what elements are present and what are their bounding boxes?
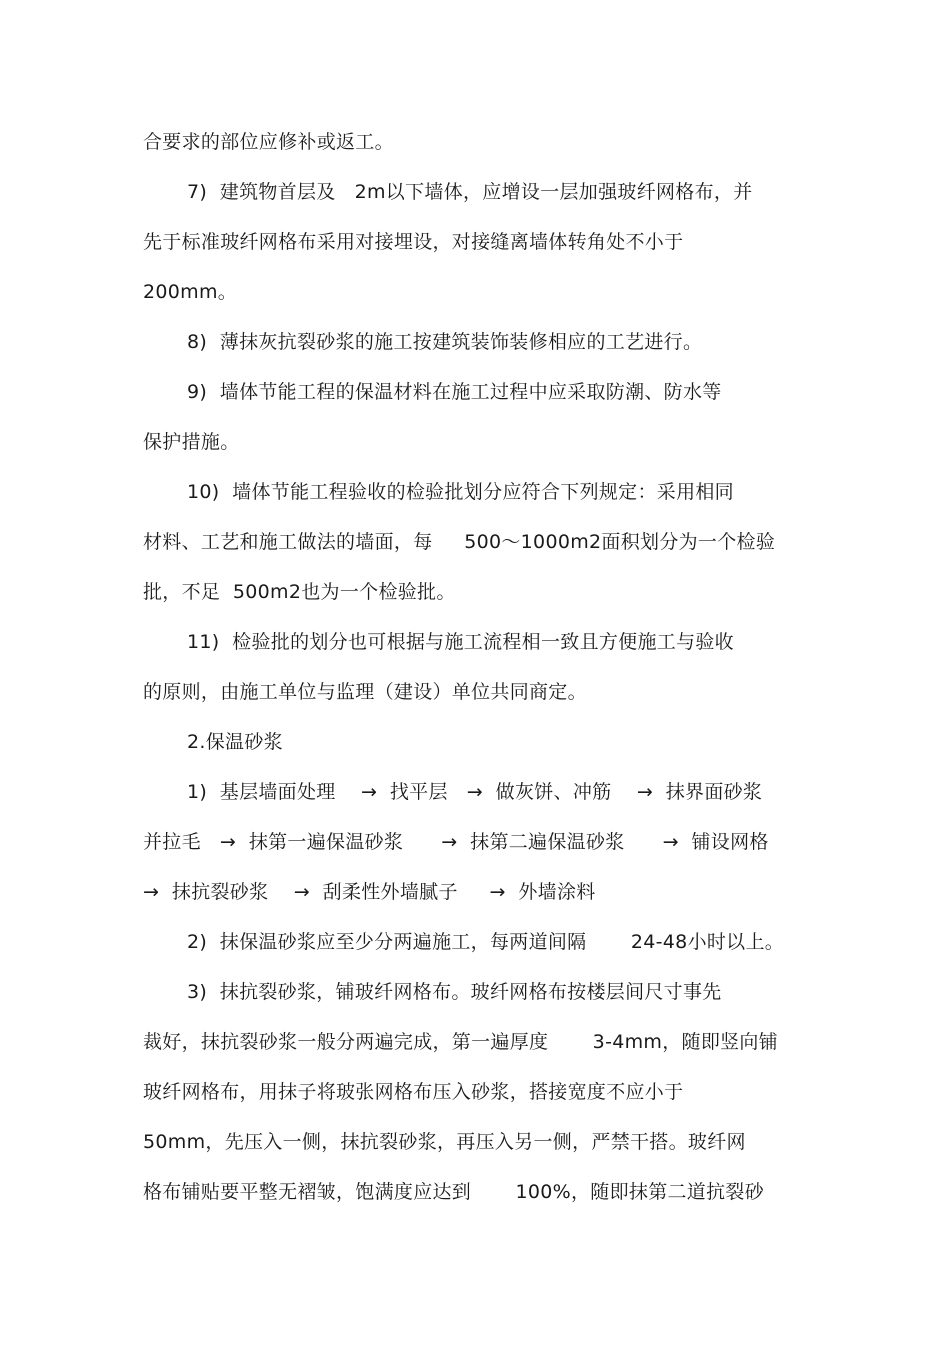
- text-line: 批，不足 500m2也为一个检验批。: [143, 581, 456, 603]
- text-line: 8) 薄抹灰抗裂砂浆的施工按建筑装饰装修相应的工艺进行。: [187, 331, 703, 353]
- text-line: 先于标准玻纤网格布采用对接埋设，对接缝离墙体转角处不小于: [143, 231, 684, 253]
- text-line: 9) 墙体节能工程的保温材料在施工过程中应采取防潮、防水等: [187, 381, 722, 403]
- text-line: 3) 抹抗裂砂浆，铺玻纤网格布。玻纤网格布按楼层间尺寸事先: [187, 981, 722, 1003]
- text-line: 10) 墙体节能工程验收的检验批划分应符合下列规定：采用相同: [187, 481, 734, 503]
- text-line: 1) 基层墙面处理 → 找平层 → 做灰饼、冲筋 → 抹界面砂浆: [187, 781, 763, 803]
- text-line: 并拉毛 → 抹第一遍保温砂浆 → 抹第二遍保温砂浆 → 铺设网格: [143, 831, 769, 853]
- text-line: 保护措施。: [143, 431, 240, 453]
- text-line: 50mm，先压入一侧，抹抗裂砂浆，再压入另一侧，严禁干搭。玻纤网: [143, 1131, 746, 1153]
- text-line: 7) 建筑物首层及 2m以下墙体，应增设一层加强玻纤网格布，并: [187, 181, 753, 203]
- text-line: 200mm。: [143, 281, 238, 303]
- text-line: 材料、工艺和施工做法的墙面，每 500～1000m2面积划分为一个检验: [143, 531, 776, 553]
- section-heading: 2.保温砂浆: [187, 731, 283, 753]
- text-line: → 抹抗裂砂浆 → 刮柔性外墙腻子 → 外墙涂料: [143, 881, 596, 903]
- text-line: 玻纤网格布，用抹子将玻张网格布压入砂浆，搭接宽度不应小于: [143, 1081, 684, 1103]
- text-line: 11) 检验批的划分也可根据与施工流程相一致且方便施工与验收: [187, 631, 734, 653]
- text-line: 2) 抹保温砂浆应至少分两遍施工，每两道间隔 24-48小时以上。: [187, 931, 785, 953]
- text-line: 裁好，抹抗裂砂浆一般分两遍完成，第一遍厚度 3-4mm，随即竖向铺: [143, 1031, 779, 1053]
- text-line: 的原则，由施工单位与监理（建设）单位共同商定。: [143, 681, 587, 703]
- text-line: 格布铺贴要平整无褶皱，饱满度应达到 100%，随即抹第二道抗裂砂: [143, 1181, 764, 1203]
- text-line: 合要求的部位应修补或返工。: [143, 131, 394, 153]
